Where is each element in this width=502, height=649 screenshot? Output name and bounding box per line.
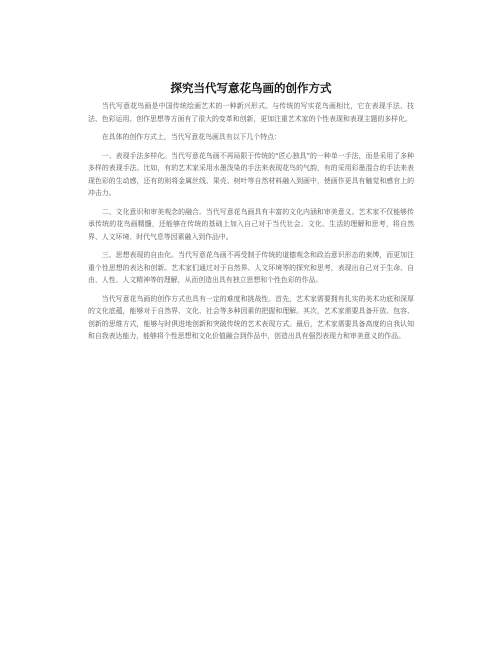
document-title: 探究当代写意花鸟画的创作方式 xyxy=(170,81,332,95)
paragraph-features-lead: 在具体的创作方式上，当代写意花鸟画具有以下几个特点： xyxy=(101,133,281,141)
document-body xyxy=(88,100,414,349)
paragraph-point-three: 三、思想表现的自由化。当代写意花鸟画不再受制于传统的道德观念和政治意识形态的束缚，而更加注重个性思想的表达和创新。艺术家们通过对于自然界、人文环境等的探究和思考，表现出自己对于生命、自由、人性、人文精神等的理解，从而创造出具有独立思想和个性色彩的作品。 xyxy=(88,251,414,284)
paragraph-intro: 当代写意花鸟画是中国传统绘画艺术的一种新兴形式。与传统的写实花鸟画相比，它在表现手法、技法、色彩运用、创作思想等方面有了很大的变革和创新，更加注重艺术家的个性表现和表现主题的多样化。 xyxy=(88,102,414,123)
paragraph-point-one: 一、表现手法多样化。当代写意花鸟画不再局限于传统的“匠心独具”的一种单一手法，而是采用了多种多样的表现手法。比如，有的艺术家采用水墨泼染的手法来表现花鸟的气韵，有的采用彩墨混合的手法来表现色彩的生动感，还有的则将金属丝线、果壳、树叶等自然材料融入到画中，使画作更具有触觉和感官上的冲击力。 xyxy=(88,151,414,197)
paragraph-conclusion: 当代写意花鸟画的创作方式也具有一定的难度和挑战性。首先，艺术家需要拥有扎实的美术功底和深厚的文化底蕴，能够对于自然界、文化、社会等多种因素的把握和理解。其次，艺术家需要具备开放、包容、创新的思维方式，能够与时俱进地创新和突破传统的艺术表现方式。最后，艺术家需要具备高度的自我认知和自我表达能力，能够将个性思想和文化价值融合到作品中，创造出具有强烈表现力和审美意义的作品。 xyxy=(88,294,414,340)
paragraph-point-two: 二、文化意识和审美观念的融合。当代写意花鸟画具有丰富的文化内涵和审美意义。艺术家不仅能够传承传统的花鸟画精髓，还能够在传统的基础上加入自己对于当代社会、文化、生活的理解和思考，将自然界、人文环境、时代气息等因素融入到作品中。 xyxy=(88,207,414,241)
